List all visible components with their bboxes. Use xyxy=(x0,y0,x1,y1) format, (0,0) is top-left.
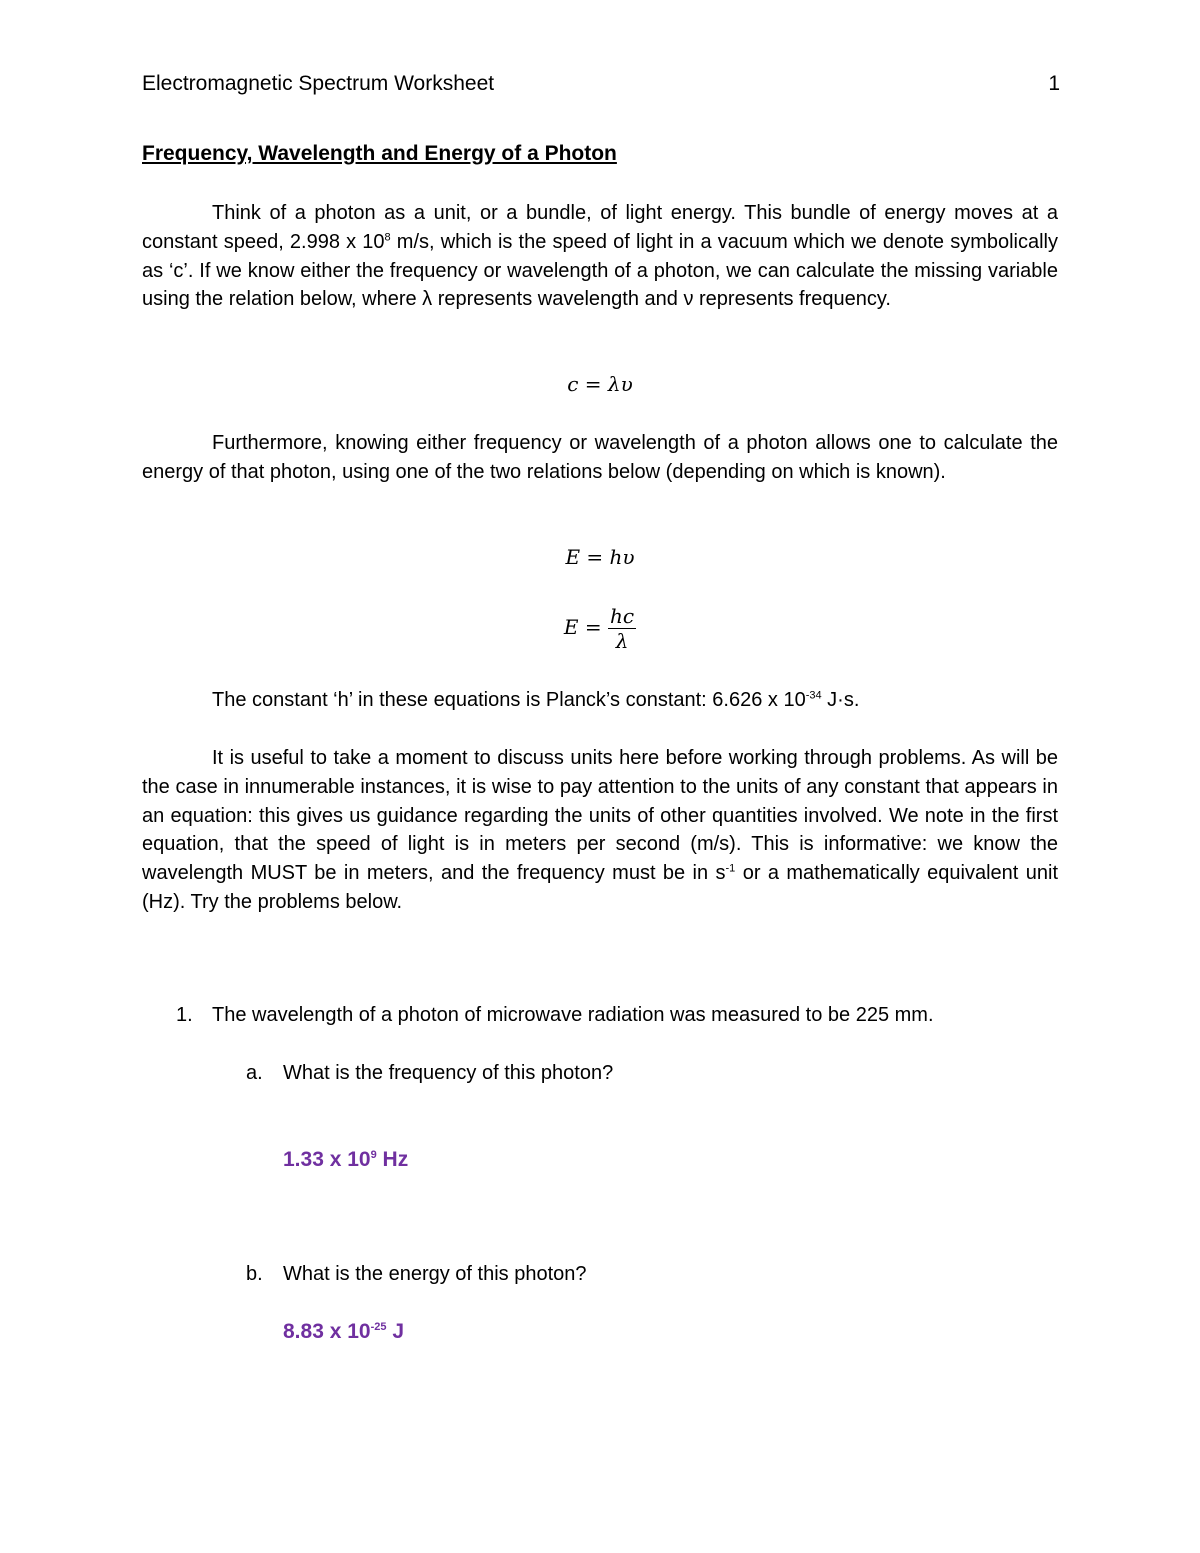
question-1-text: The wavelength of a photon of microwave radiation was measured to be 225 mm. xyxy=(212,1004,934,1026)
question-1a-letter: a. xyxy=(246,1062,263,1084)
fraction-denominator: λ xyxy=(615,629,629,653)
page-number: 1 xyxy=(1048,72,1060,95)
intro-exponent: 8 xyxy=(384,231,391,244)
units-text-1: It is useful to take a moment to discuss units here before working through problems. As will be the case in innumerable instances, it is wise to pay attention to the units of any constant that appears in an equation: this gives us guidance regarding the units of other quantities involved. We note in the first equation, that the speed of light is in meters per second (m/s). This is informative: we know the wavelength MUST be in meters, and the frequency must be in s xyxy=(142,747,1058,885)
answer-1a-exponent: 9 xyxy=(370,1149,377,1161)
equation-speed-of-light: c = λυ xyxy=(567,372,633,396)
intro-text-2: m/s, which is the speed of light in a vacuum which we denote symbolically as ‘c’. If we know either the frequency or wavelength of a photon, we can calculate the missing variable using the relation below, where λ represents wavelength and ν represents frequency. xyxy=(142,230,1058,311)
fraction-numerator: hc xyxy=(609,604,635,628)
answer-1b-unit: J xyxy=(386,1320,405,1343)
units-paragraph xyxy=(142,744,1058,917)
section-title: Frequency, Wavelength and Energy of a Photon xyxy=(142,142,617,165)
intro-paragraph xyxy=(142,199,1058,314)
units-text-2: or a mathematically equivalent unit (Hz). Try the problems below. xyxy=(142,862,1058,913)
question-1a-text: What is the frequency of this photon? xyxy=(283,1062,614,1084)
question-1-number: 1. xyxy=(176,1004,193,1026)
energy-paragraph-text: Furthermore, knowing either frequency or wavelength of a photon allows one to calculate the energy of that photon, using one of the two relations below (depending on which is known). xyxy=(142,432,1058,483)
answer-1b-base: 8.83 x 10 xyxy=(283,1320,371,1343)
planck-exponent: -34 xyxy=(805,689,822,702)
answer-1a xyxy=(283,1148,408,1172)
energy-paragraph xyxy=(142,429,1058,487)
answer-1a-base: 1.33 x 10 xyxy=(283,1148,371,1171)
document-title: Electromagnetic Spectrum Worksheet xyxy=(142,72,495,95)
equation-energy-frequency: E = hυ xyxy=(565,545,635,569)
answer-1b-exponent: -25 xyxy=(370,1321,387,1333)
planck-paragraph xyxy=(142,686,1058,715)
planck-text-1: The constant ‘h’ in these equations is Planck’s constant: 6.626 x 10 xyxy=(212,689,806,711)
question-1b-text: What is the energy of this photon? xyxy=(283,1263,587,1285)
answer-1b xyxy=(283,1320,404,1344)
units-exponent: -1 xyxy=(725,862,736,875)
answer-1a-unit: Hz xyxy=(376,1148,409,1171)
equation-fraction xyxy=(608,604,636,653)
equation-energy-wavelength xyxy=(0,604,1200,653)
equation-lhs: E = xyxy=(563,615,602,639)
question-1b-letter: b. xyxy=(246,1263,263,1285)
planck-text-2: J·s. xyxy=(821,689,860,711)
intro-text-1: Think of a photon as a unit, or a bundle, of light energy. This bundle of energy moves at a constant speed, 2.998 x 10 xyxy=(142,202,1058,253)
page-header xyxy=(142,72,1060,96)
